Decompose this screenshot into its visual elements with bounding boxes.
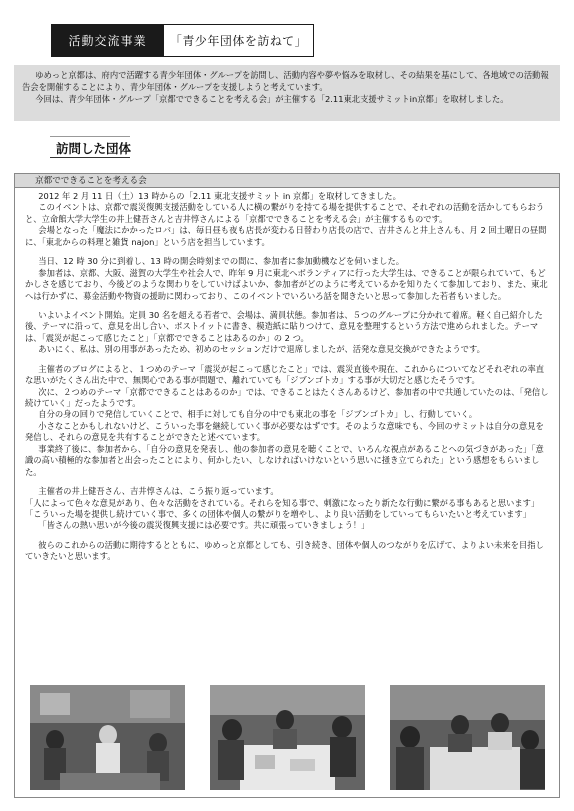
paragraph-gap [25,356,551,364]
article-title: 京都でできることを考える会 [15,174,559,188]
page-header [51,24,314,57]
article-paragraph: 2012 年 2 月 11 日（土）13 時からの「2.11 東北支援サミット in 京都」を取材してきました。 [38,191,401,201]
article-paragraph: 小さなことかもしれないけど、こういった事を継続していく事が必要なはずです。そのような意味でも、今回のサミットは自分の意見を発信し、それらの意見を共有することができたと述べています。 [25,420,544,443]
article-body [15,188,559,563]
article-paragraph: このイベントは、京都で震災復興支援活動をしている人に横の繋がりを持てる場を提供することで、それぞれの活動を活かしてもらおうと、立命館大学大学生の井上健吾さんと吉井惇さんによる「京都でできることを考える会」が主催するものです。 [25,202,545,224]
section-rule [50,157,130,158]
article-paragraph: 主催者の井上健吾さん、吉井惇さんは、こう振り返っています。 [38,486,279,497]
article-paragraph: 彼らのこれからの活動に期待するとともに、ゆめっと京都としても、引き続き、団体や個人のつながりを広げて、よりよい未来を目指していきたいと思います。 [25,539,544,562]
photo-strip [30,685,544,790]
section-rule-top [50,136,130,137]
article-paragraph: 次に、２つめのテーマ「京都でできることはあるのか」では、できることはたくさんあるけど、参加者の中で共通していたのは、「発信し続けていく」だったようです。 [25,386,549,408]
workshop-photo-1 [30,685,185,790]
article-paragraph: 会場となった「魔法にかかったロバ」は、毎日昼も夜も店長が変わる日替わり店長の店で、吉井さんと井上さんも、月 2 回土曜日の昼間に、「東北からの料理と雑貨 najon」という店を担当しています。 [25,225,547,247]
article-paragraph: 当日、12 時 30 分に到着し、13 時の開会時刻までの間に、参加者に参加動機などを伺いました。 [38,256,405,267]
workshop-photo-3 [390,685,545,790]
paragraph-gap [25,478,551,486]
workshop-photo-2 [210,685,365,790]
paragraph-gap [25,302,551,310]
article-paragraph: 自分の身の回りで発信していくことで、相手に対しても自分の中でも東北の事を「ジブンゴトカ」し、行動していく。 [38,409,478,420]
intro-paragraph: ゆめっと京都は、府内で活躍する青少年団体・グループを訪問し、活動内容や夢や悩みを取材し、その結果を基にして、各地域での活動報告会を開催することにより、青少年団体・グループを支援しようと考えています。 [22,70,549,92]
article-paragraph: 参加者は、京都、大阪、滋賀の大学生や社会人で、昨年 9 月に東北へボランティアに行った大学生は、できることが限られていて、もどかしさを感じており、今後どのような関わりをしていけばよいか、参加者がどのように考えているかを知りたくて参加しており、また、東北へは行かずに、募金活動や物資の援助に関わっており、このイベントでいろいろ話を聞きたいと思って参加した若者もいました。 [25,267,548,301]
category-label: 活動交流事業 [51,24,164,57]
article-paragraph: 主催者のブログによると、１つめのテーマ「震災が起こって感じたこと」では、震災直後や現在、これからについてなどそれぞれの率直な思いがたくさん出た中で、無関心である事が問題で、離れていても「ジブンゴトカ」する事が大切だと感じたそうです。 [25,363,545,386]
paragraph-gap [25,532,551,540]
article-paragraph: 事業終了後に、参加者から、「自分の意見を発表し、他の参加者の意見を聴くことで、いろんな視点があることへの気づきがあった」「意識の高い積極的な参加者と出会ったことにより、何かしたい、しなければいけないという思いに掻き立てられた」という感想をもらいました。 [25,443,544,477]
page-title: 「青少年団体を訪ねて」 [164,24,314,57]
intro-box [14,65,560,121]
intro-paragraph: 今回は、青少年団体・グループ「京都でできることを考える会」が主催する「2.11東北支援サミットin京都」を取材しました。 [35,93,509,104]
section-heading: 訪問した団体 [56,141,132,156]
paragraph-gap [25,248,551,256]
article-paragraph: 「人によって色々な意見があり、色々な活動をされている。それらを知る事で、刺激になったり新たな行動に繋がる事もあると思います」 [25,497,540,508]
article-paragraph: いよいよイベント開始。定員 30 名を超える若者で、会場は、満員状態。参加者は、５つのグループに分かれて着席。軽く自己紹介した後、テーマに沿って、意見を出し合い、ポストイットに書き、模造紙に貼りつけて、意見を整理するという方法で進められました。テーマは、「震災が起こって感じたこと」「京都でできることはあるのか」の 2 つ。 [25,309,543,343]
article-paragraph: 「皆さんの熱い思いが今後の震災復興支援には必要です。共に頑張っていきましょう！」 [38,520,370,531]
article-paragraph: あいにく、私は、別の用事があったため、初めのセッションだけで退席しましたが、活発な意見交換ができたようです。 [38,344,485,355]
article-paragraph: 「こういった場を提供し続けていく事で、多くの団体や個人の繋がりを増やし、より良い活動をしていってもらいたいと考えています」 [25,508,531,519]
